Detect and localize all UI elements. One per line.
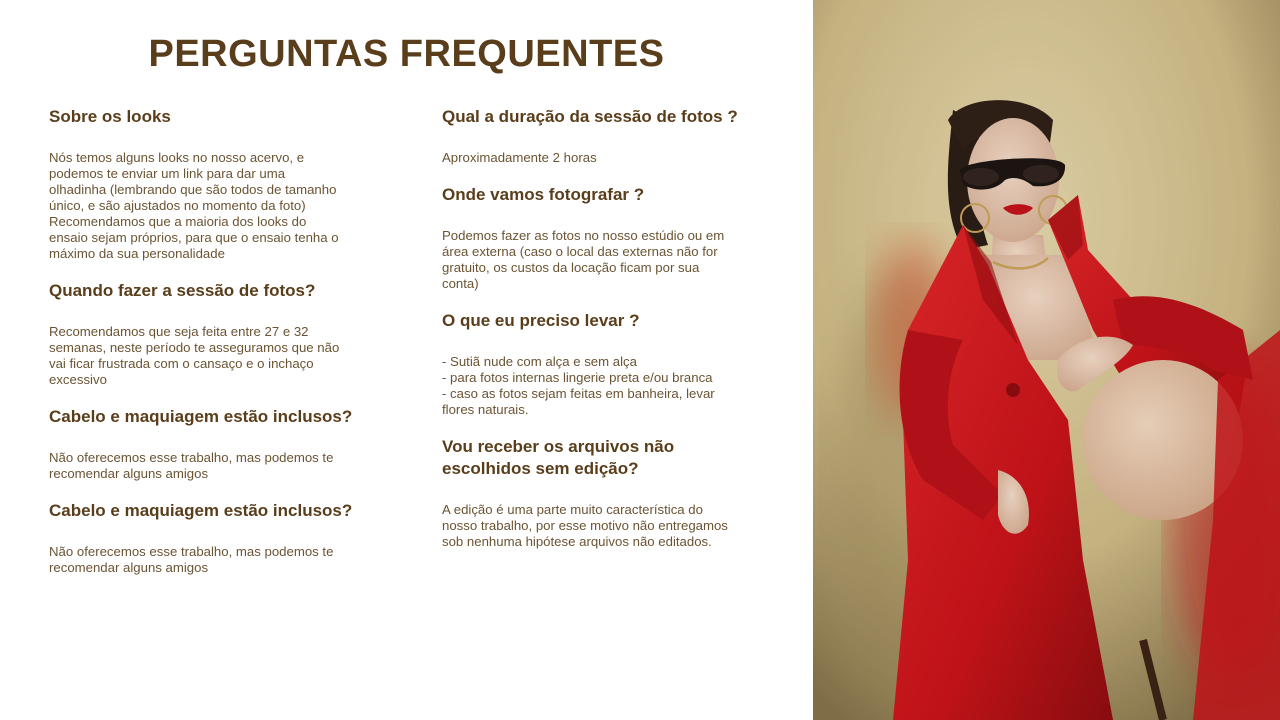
faq-answer: A edição é uma parte muito característica do nosso trabalho, por esse motivo não entregamos sob nenhuma hipótese arquivos não editados.	[442, 502, 728, 549]
faq-item	[442, 310, 782, 418]
faq-question: Sobre os looks	[49, 107, 171, 126]
faq-answer: - Sutiã nude com alça e sem alça - para fotos internas lingerie preta e/ou branca - caso as fotos sejam feitas em banheira, levar flores naturais.	[442, 354, 715, 417]
faq-item	[49, 106, 394, 262]
faq-question: Cabelo e maquiagem estão inclusos?	[49, 407, 353, 426]
faq-column-right	[442, 106, 782, 550]
faq-question: O que eu preciso levar ?	[442, 311, 640, 330]
page-title: PERGUNTAS FREQUENTES	[148, 33, 665, 75]
faq-answer: Não oferecemos esse trabalho, mas podemos te recomendar alguns amigos	[49, 544, 334, 575]
faq-question: Vou receber os arquivos não escolhidos sem edição?	[442, 437, 675, 478]
faq-question: Qual a duração da sessão de fotos ?	[442, 107, 738, 126]
faq-item	[442, 184, 782, 292]
faq-answer: Nós temos alguns looks no nosso acervo, e podemos te enviar um link para dar uma olhadinha (lembrando que são todos de tamanho único, e são ajustados no momento da foto) Recomendamos que a maioria dos looks do ensaio sejam próprios, para que o ensaio tenha o máximo da sua personalidade	[49, 150, 339, 261]
faq-answer: Podemos fazer as fotos no nosso estúdio ou em área externa (caso o local das externas não for gratuito, os custos da locação ficam por sua conta)	[442, 228, 725, 291]
faq-item	[49, 406, 394, 482]
portrait-photo	[813, 0, 1280, 720]
faq-question: Onde vamos fotografar ?	[442, 185, 645, 204]
faq-item	[49, 500, 394, 576]
faq-item	[49, 280, 394, 388]
faq-answer: Aproximadamente 2 horas	[442, 150, 597, 165]
faq-question: Quando fazer a sessão de fotos?	[49, 281, 316, 300]
faq-answer: Recomendamos que seja feita entre 27 e 32 semanas, neste período te asseguramos que não vai ficar frustrada com o cansaço e o inchaço excessivo	[49, 324, 340, 387]
faq-answer: Não oferecemos esse trabalho, mas podemos te recomendar alguns amigos	[49, 450, 334, 481]
faq-item	[442, 436, 782, 550]
faq-question: Cabelo e maquiagem estão inclusos?	[49, 501, 353, 520]
pregnant-woman-red-coat-sunglasses-icon	[813, 0, 1280, 720]
faq-item	[442, 106, 782, 166]
faq-column-left	[49, 106, 394, 576]
